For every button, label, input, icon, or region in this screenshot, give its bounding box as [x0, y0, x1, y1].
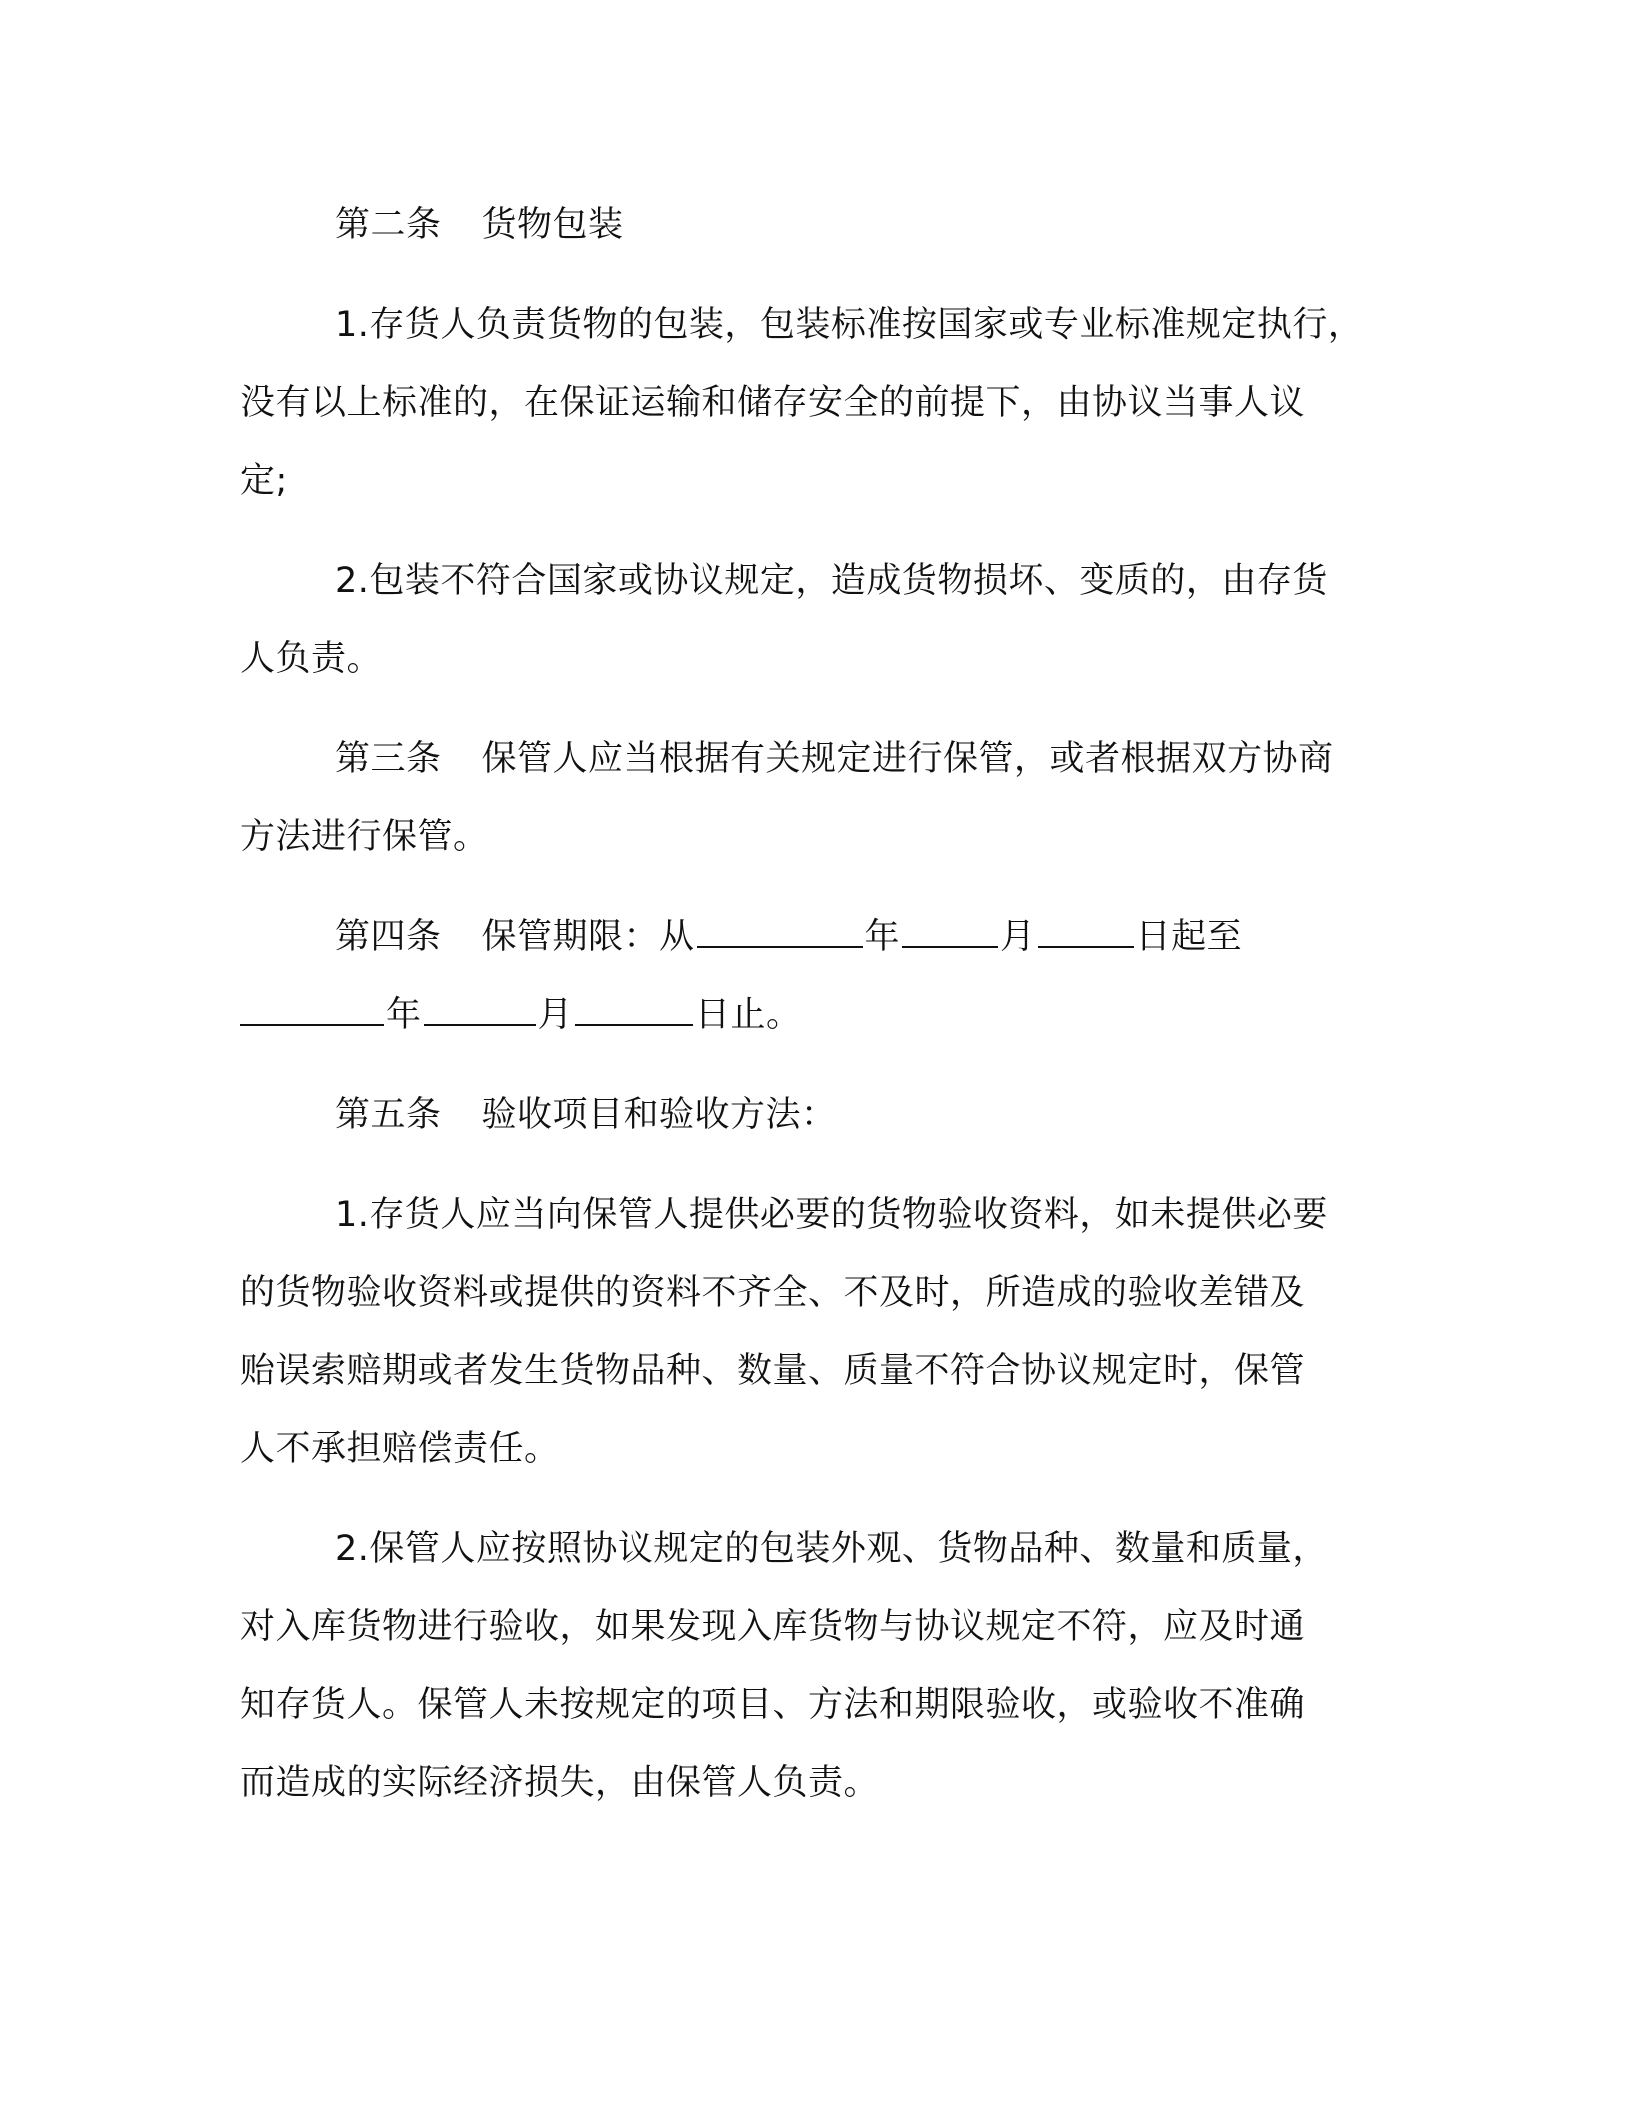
year-blank — [697, 945, 863, 948]
article-number: 第四条 — [335, 917, 442, 957]
month-label: 月 — [1000, 917, 1036, 957]
article-title: 验收项目和验收方法： — [481, 1095, 837, 1135]
month-blank — [424, 1023, 536, 1026]
paragraph-line: 的货物验收资料或提供的资料不齐全、不及时，所造成的验收差错及 — [240, 1273, 1306, 1313]
article-text: 保管人应当根据有关规定进行保管，或者根据双方协商 — [481, 739, 1334, 779]
paragraph-line: 人负责。 — [240, 639, 383, 679]
article-5-item-2 — [240, 1510, 1404, 1822]
paragraph-line: 人不承担赔偿责任。 — [240, 1429, 560, 1469]
paragraph-line: 对入库货物进行验收，如果发现入库货物与协议规定不符，应及时通 — [240, 1607, 1306, 1647]
article-5-heading — [240, 1076, 1404, 1154]
year-blank — [240, 1023, 384, 1026]
paragraph-line — [240, 976, 1404, 1054]
paragraph-line: 方法进行保管。 — [240, 817, 489, 857]
article-number: 第二条 — [335, 205, 442, 245]
paragraph-line — [240, 898, 1404, 976]
year-label: 年 — [386, 995, 422, 1035]
paragraph-line: 1.存货人负责货物的包装，包装标准按国家或专业标准规定执行， — [335, 305, 1364, 345]
paragraph-line: 没有以上标准的，在保证运输和储存安全的前提下，由协议当事人议 — [240, 383, 1306, 423]
article-number: 第三条 — [335, 739, 442, 779]
document-page — [240, 186, 1404, 1822]
article-3 — [240, 720, 1404, 876]
article-5-item-1 — [240, 1176, 1404, 1488]
term-lead: 保管期限：从 — [481, 917, 695, 957]
article-number: 第五条 — [335, 1095, 442, 1135]
day-blank — [575, 1023, 693, 1026]
paragraph-line: 知存货人。保管人未按规定的项目、方法和期限验收，或验收不准确 — [240, 1685, 1306, 1725]
paragraph-line — [240, 720, 1404, 798]
paragraph-line: 而造成的实际经济损失，由保管人负责。 — [240, 1763, 880, 1803]
paragraph-line: 贻误索赔期或者发生货物品种、数量、质量不符合协议规定时，保管 — [240, 1351, 1306, 1391]
year-label: 年 — [864, 917, 901, 957]
paragraph-line: 2.包装不符合国家或协议规定，造成货物损坏、变质的，由存货 — [335, 561, 1328, 601]
month-label: 月 — [537, 995, 574, 1035]
paragraph-line: 2.保管人应按照协议规定的包装外观、货物品种、数量和质量， — [335, 1529, 1328, 1569]
article-2-item-1 — [240, 286, 1404, 520]
article-4 — [240, 898, 1404, 1054]
article-2-heading — [240, 186, 1404, 264]
day-blank — [1038, 945, 1134, 948]
article-2-item-2 — [240, 542, 1404, 698]
day-label: 日起至 — [1135, 917, 1243, 957]
paragraph-line: 定; — [240, 461, 288, 501]
month-blank — [902, 945, 998, 948]
paragraph-line: 1.存货人应当向保管人提供必要的货物验收资料，如未提供必要 — [335, 1195, 1328, 1235]
day-label: 日止。 — [695, 995, 802, 1035]
article-title: 货物包装 — [481, 205, 624, 245]
